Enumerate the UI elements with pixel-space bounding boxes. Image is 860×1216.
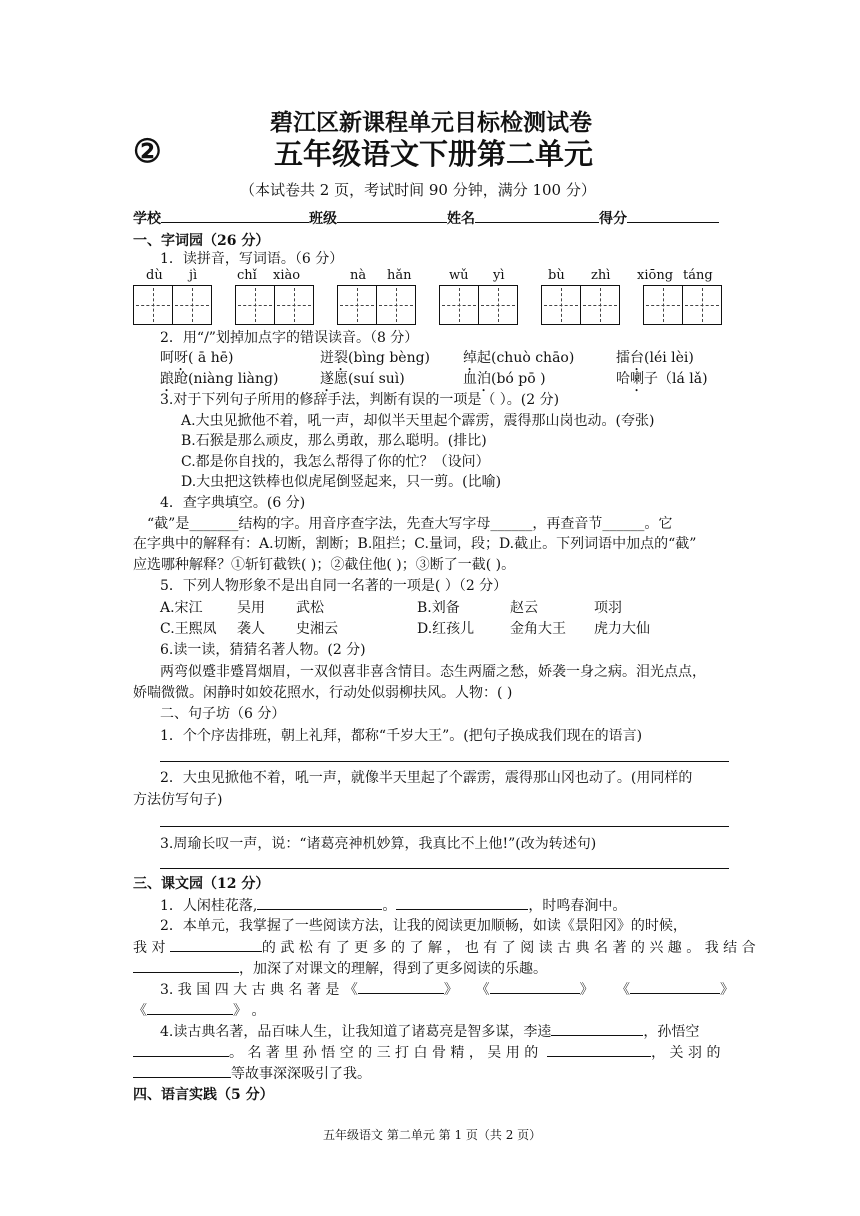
class-label: 班级 [309, 211, 337, 227]
fill-blank[interactable] [551, 1021, 643, 1036]
name-label: 姓名 [447, 211, 475, 227]
s3-q3: 3. 我 国 四 大 古 典 名 著 是 《 》 《 》 《 》 [160, 979, 734, 1000]
q5-option: 虎力大仙 [594, 621, 650, 637]
q5-option: C.王熙凤 [160, 621, 217, 637]
q2-item: 遂愿(suí suì) [320, 371, 405, 387]
tianzige-pair-2[interactable] [235, 285, 314, 325]
paper-number: ② [133, 132, 162, 170]
exam-subtitle: 五年级语文下册第二单元 [274, 137, 594, 171]
q4-prompt: 4．查字典填空。(6 分) [160, 495, 306, 511]
s2-q3: 3.周瑜长叹一声，说：“诸葛亮神机妙算，我真比不上他!”(改为转述句) [160, 836, 597, 852]
s3-q2-cont: 我 对 的 武 松 有 了 更 多 的 了 解 ， 也 有 了 阅 读 古 典 名 著 的 兴 趣 。 我 结 合 [133, 937, 756, 958]
s2-q2: 2．大虫见掀他不着，吼一声，就像半天里起了个霹雳，震得那山冈也动了。(用同样的 [160, 770, 693, 786]
pinyin: xiào [273, 268, 301, 283]
q5-option: 吴用 [237, 600, 265, 616]
q3-option-a: A.大虫见掀他不着，吼一声，却似半天里起个霹雳，震得那山岗也动。(夸张) [181, 413, 655, 429]
q6-prompt: 6.读一读，猜猜名著人物。(2 分) [160, 642, 366, 658]
section1-heading: 一、字词园（26 分） [133, 233, 270, 249]
pinyin: hǎn [387, 268, 412, 283]
q2-item: 哈喇子（lá lǎ) [616, 371, 708, 387]
q4-line: 在字典中的解释有：A.切断，割断；B.阻拦；C.量词，段；D.截止。下列词语中加点的“截” [133, 536, 697, 552]
tianzige-pair-6[interactable] [643, 285, 722, 325]
s3-q4-cont: 。 名 著 里 孙 悟 空 的 三 打 白 骨 精 ， 吴 用 的 ， 关 羽 的 [133, 1042, 720, 1063]
s3-q4-cont: 等故事深深吸引了我。 [133, 1063, 371, 1084]
pinyin: táng [683, 268, 713, 283]
q5-option: 赵云 [510, 600, 538, 616]
tianzige-pair-1[interactable] [133, 285, 212, 325]
page-footer: 五年级语文 第二单元 第 1 页（共 2 页） [323, 1128, 542, 1142]
fill-blank[interactable] [170, 937, 262, 952]
q2-item: 踉跄(niànɡ liànɡ) [160, 371, 279, 387]
section3-heading: 三、课文园（12 分） [133, 876, 270, 892]
score-label: 得分 [599, 211, 627, 227]
s3-q3-cont: 《 》 。 [133, 1000, 265, 1021]
fill-blank[interactable] [396, 895, 528, 910]
q5-option: D.红孩儿 [417, 621, 475, 637]
pinyin: nà [350, 268, 367, 283]
q5-option: B.刘备 [417, 600, 460, 616]
fill-blank[interactable] [358, 979, 444, 994]
exam-title: 碧江区新课程单元目标检测试卷 [270, 109, 592, 136]
tianzige-pair-5[interactable] [541, 285, 620, 325]
q4-line: 应选哪种解释？①斩钉截铁( )；②截住他( )；③断了一截( )。 [133, 557, 516, 573]
q5-option: 袭人 [237, 621, 265, 637]
q2-prompt: 2．用“/”划掉加点字的错误读音。（8 分） [160, 330, 419, 346]
q6-line: 娇喘微微。闲静时如姣花照水，行动处似弱柳扶风。人物：( ) [133, 685, 513, 701]
class-blank[interactable] [337, 208, 447, 223]
info-line [133, 208, 719, 229]
fill-blank[interactable] [133, 958, 239, 973]
q2-item: 擂台(léi lèi) [616, 350, 694, 366]
fill-blank[interactable] [490, 979, 580, 994]
s3-q2-cont: ，加深了对课文的理解，得到了更多阅读的乐趣。 [133, 958, 547, 979]
s3-q2: 2．本单元，我掌握了一些阅读方法，让我的阅读更加顺畅，如读《景阳冈》的时候， [160, 918, 687, 934]
q2-item: 绰起(chuò chāo) [463, 350, 575, 366]
q5-option: 武松 [296, 600, 324, 616]
tianzige-pair-3[interactable] [337, 285, 416, 325]
pinyin: yì [493, 268, 505, 283]
fill-blank[interactable] [257, 895, 382, 910]
pinyin: zhì [591, 268, 611, 283]
q5-prompt: 5．下列人物形象不是出自同一名著的一项是( ）（2 分） [160, 578, 508, 594]
section4-heading: 四、语言实践（5 分） [133, 1087, 274, 1103]
answer-line[interactable] [160, 761, 729, 762]
s3-q4: 4.读古典名著，品百味人生，让我知道了诸葛亮是智多谋，李逵 ，孙悟空 [160, 1021, 699, 1042]
exam-note: （本试卷共 2 页，考试时间 90 分钟，满分 100 分） [240, 181, 596, 199]
q3-prompt: 3.对于下列句子所用的修辞手法，判断有误的一项是（ ）。(2 分) [160, 392, 560, 408]
school-blank[interactable] [161, 208, 309, 223]
fill-blank[interactable] [547, 1042, 651, 1057]
pinyin: xiōng [637, 268, 674, 283]
s2-q1: 1．个个序齿排班，朝上礼拜，都称“千岁大王”。(把句子换成我们现在的语言) [160, 728, 643, 744]
pinyin: wǔ [449, 268, 469, 283]
q3-option-c: C.都是你自找的，我怎么帮得了你的忙？（设问） [181, 454, 490, 470]
q6-line: 两弯似蹙非蹙罥烟眉，一双似喜非喜含情目。态生两靥之愁，娇袭一身之病。泪光点点， [160, 664, 706, 680]
pinyin: dù [146, 268, 163, 283]
q3-option-d: D.大虫把这铁棒也似虎尾倒竖起来，只一剪。(比喻) [181, 474, 502, 490]
q3-option-b: B.石猴是那么顽皮，那么勇敢，那么聪明。(排比) [181, 433, 487, 449]
q2-item: 呵呀( ā hē) [160, 350, 234, 366]
q5-option: 史湘云 [296, 621, 338, 637]
fill-blank[interactable] [133, 1042, 229, 1057]
pinyin: chǐ [237, 268, 257, 283]
s3-q1: 1．人闲桂花落, 。 ，时鸣春涧中。 [160, 895, 626, 916]
q5-option: A.宋江 [160, 600, 203, 616]
answer-line[interactable] [160, 868, 729, 869]
q5-option: 项羽 [594, 600, 622, 616]
q5-option: 金角大王 [510, 621, 566, 637]
q2-item: 迸裂(bìng bèng) [320, 350, 431, 366]
q2-item: 血泊(bó pō ) [463, 371, 546, 387]
section2-heading: 二、句子坊（6 分） [160, 706, 286, 722]
q4-line: “截”是_______结构的字。用音序查字法，先查大写字母______，再查音节______。它 [147, 516, 673, 532]
pinyin: jì [189, 268, 198, 283]
tianzige-pair-4[interactable] [439, 285, 518, 325]
score-blank[interactable] [627, 208, 719, 223]
fill-blank[interactable] [147, 1000, 233, 1015]
school-label: 学校 [133, 211, 161, 227]
name-blank[interactable] [475, 208, 599, 223]
q1-prompt: 1．读拼音，写词语。（6 分） [160, 251, 344, 267]
answer-line[interactable] [160, 826, 729, 827]
fill-blank[interactable] [133, 1063, 231, 1078]
fill-blank[interactable] [630, 979, 720, 994]
s2-q2-cont: 方法仿写句子) [133, 792, 223, 808]
pinyin: bù [548, 268, 565, 283]
